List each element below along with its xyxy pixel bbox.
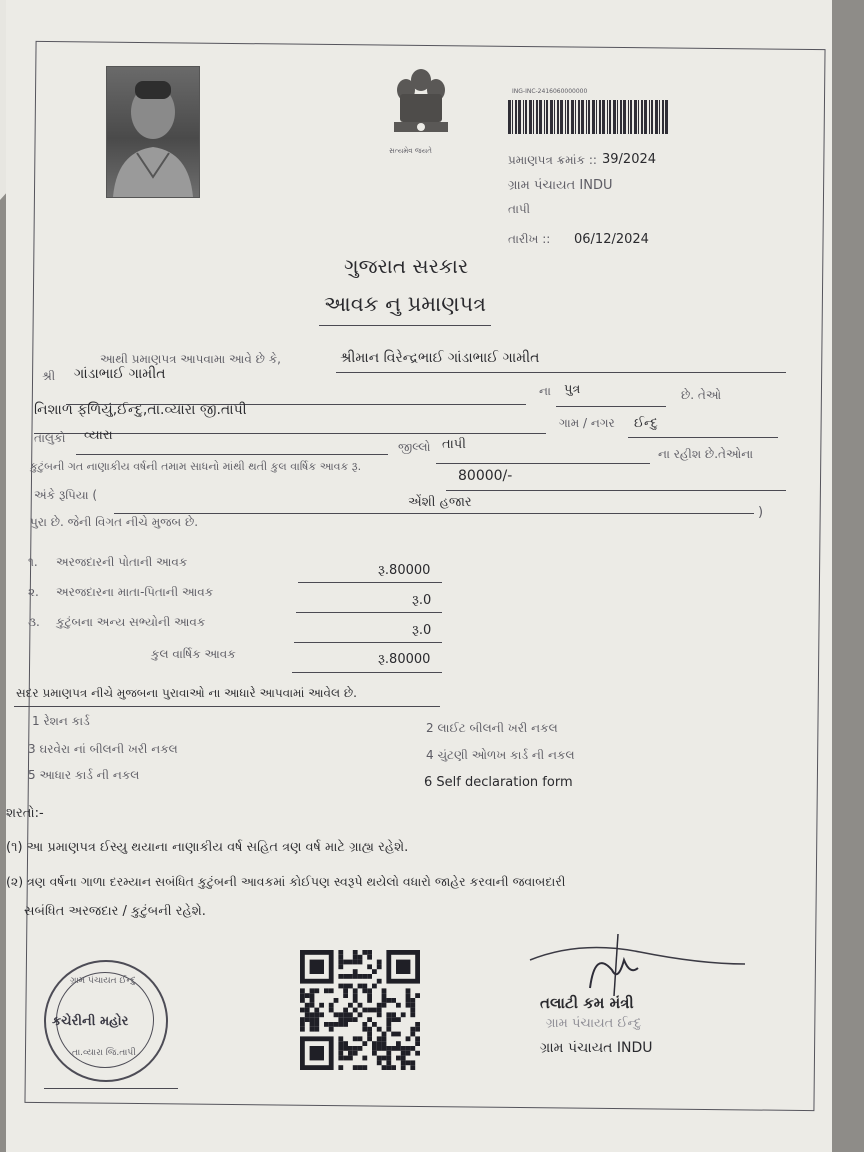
condition-item: (૧) આ પ્રમાણપત્ર ઈસ્યુ થયાના નાણાકીય વર્ષ સહિત ત્રણ વર્ષ માટે ગ્રાહ્ય રહેશે. xyxy=(6,840,409,855)
proofs-heading: સદર પ્રમાણપત્ર નીચે મુજબના પુરાવાઓ ના આધારે આપવામાં આવેલ છે. xyxy=(16,686,357,700)
header-district: તાપી xyxy=(508,202,531,216)
jillo-line xyxy=(436,463,650,464)
income-row-number: ૨. xyxy=(28,585,39,599)
words-label: અંકે રૂપિયા ( xyxy=(34,488,98,502)
proof-item: 1 રેશન કાર્ડ xyxy=(32,714,90,728)
relation-line xyxy=(556,406,666,407)
signatory-stamp: ગ્રામ પંચાયત ઈન્દુ xyxy=(546,1016,642,1031)
proofs-heading-underline xyxy=(14,706,440,707)
condition-item: (૨) ત્રણ વર્ષના ગાળા દરમ્યાન સબંધિત કુટુંબની આવકમાં કોઈપણ સ્વરૂપે થયેલો વધારો જાહેર કરવાની જવાબદારી xyxy=(6,874,566,889)
income-row-number: ૩. xyxy=(28,615,40,629)
income-row-value: રૂ.0 xyxy=(412,593,432,608)
office-seal xyxy=(44,960,168,1082)
income-row-value: રૂ.80000 xyxy=(378,563,431,578)
income-row-line xyxy=(296,612,442,613)
income-line xyxy=(446,490,786,491)
income-row-number: ૧. xyxy=(28,555,38,569)
name-line xyxy=(336,372,786,373)
barcode-number: ING-INC-2416060000000 xyxy=(512,88,588,95)
certificate-number-label: પ્રમાણપત્ર ક્રમાંક :: xyxy=(508,153,597,167)
emblem-caption: સત્યમેવ જયતે xyxy=(389,147,432,155)
certificate-number: 39/2024 xyxy=(602,152,657,167)
income-total-value: રૂ.80000 xyxy=(378,652,431,667)
proof-item: 2 લાઈટ બીલની ખરી નકલ xyxy=(426,721,558,735)
income-row-label: કુટુંબના અન્ય સભ્યોની આવક xyxy=(56,615,206,629)
income-row-line xyxy=(294,642,442,643)
amount-in-words: એંશી હજાર xyxy=(408,495,472,510)
father-name: ગાંડાભાઈ ગામીત xyxy=(74,366,166,382)
resident-text: ના રહીશ છે.તેઓના xyxy=(658,447,754,461)
taluka-value: વ્યારા xyxy=(84,428,113,443)
signatory-title: તલાટી કમ મંત્રી xyxy=(540,994,634,1012)
ashoka-emblem-icon xyxy=(386,64,456,144)
income-total-label: કુલ વાર્ષિક આવક xyxy=(151,647,236,661)
condition-item: સબંધિત અરજદાર / કુટુંબની રહેશે. xyxy=(24,904,206,919)
income-row-line xyxy=(298,582,442,583)
signature xyxy=(520,930,750,1000)
proof-item: 4 ચુંટણી ઓળખ કાર્ડ ની નકલ xyxy=(426,748,575,762)
qr-code xyxy=(300,950,420,1070)
relation: પુત્ર xyxy=(564,382,581,397)
conditions-heading: શરતો:- xyxy=(6,806,44,821)
seal-top-text: ગ્રામ પંચાયત ઈન્દુ xyxy=(70,976,136,986)
proof-item: 6 Self declaration form xyxy=(424,775,573,790)
seal-bottom-text: તા.વ્યારા જિ.તાપી xyxy=(72,1048,136,1058)
title-underline xyxy=(319,325,491,326)
signatory-office: ગ્રામ પંચાયત INDU xyxy=(540,1040,653,1056)
taluka-label: તાલુકો xyxy=(34,431,66,445)
words-line xyxy=(114,513,754,514)
header-panchayat: ગ્રામ પંચાયત INDU xyxy=(508,178,613,193)
date-label: તારીખ :: xyxy=(508,232,551,246)
income-amount: 80000/- xyxy=(458,468,513,484)
seal-box-line xyxy=(44,1088,178,1089)
jillo-label: જીલ્લો xyxy=(398,440,431,454)
income-total-line xyxy=(292,672,442,673)
proof-item: 5 આધાર કાર્ડ ની નકલ xyxy=(28,768,140,782)
na-label: ના xyxy=(539,384,551,398)
close-paren: ) xyxy=(758,505,764,520)
applicant-name: શ્રીમાન વિરેન્દ્રભાઈ ગાંડાભાઈ ગામીત xyxy=(340,350,540,366)
government-title: ગુજરાત સરકાર xyxy=(344,254,469,278)
income-row-label: અરજદારની પોતાની આવક xyxy=(56,555,188,569)
shri-prefix: શ્રી xyxy=(42,369,56,383)
issue-date: 06/12/2024 xyxy=(574,232,649,247)
income-row-label: અરજદારના માતા-પિતાની આવક xyxy=(56,585,214,599)
intro-text: આથી પ્રમાણપત્ર આપવામા આવે છે કે, xyxy=(100,352,281,366)
che-teo: છે. તેઓ xyxy=(681,388,722,402)
seal-middle-text: કચેરીની મહોર xyxy=(52,1014,129,1029)
taluka-line xyxy=(76,454,388,455)
income-sentence: કુટુંબની ગત નાણાકીય વર્ષની તમામ સાધનો માંથી થતી કુલ વાર્ષિક આવક રૂ. xyxy=(30,460,362,473)
gam-value: ઈન્દુ xyxy=(634,416,658,431)
proof-item: 3 ઘરવેરા નાં બીલની ખરી નકલ xyxy=(28,742,178,756)
details-intro: પુરા છે. જેની વિગત નીચે મુજબ છે. xyxy=(30,515,199,529)
barcode xyxy=(506,100,672,136)
certificate-title: આવક નુ પ્રમાણપત્ર xyxy=(324,292,487,316)
applicant-photo xyxy=(106,66,200,198)
gam-label: ગામ / નગર xyxy=(559,416,615,430)
income-row-value: રૂ.0 xyxy=(412,623,432,638)
jillo-value: તાપી xyxy=(442,437,466,452)
address: નિશાળ ફળિયું,ઈન્દુ,તા.વ્યારા જી.તાપી xyxy=(34,402,247,418)
gam-line xyxy=(628,437,778,438)
certificate-paper xyxy=(6,0,832,1152)
